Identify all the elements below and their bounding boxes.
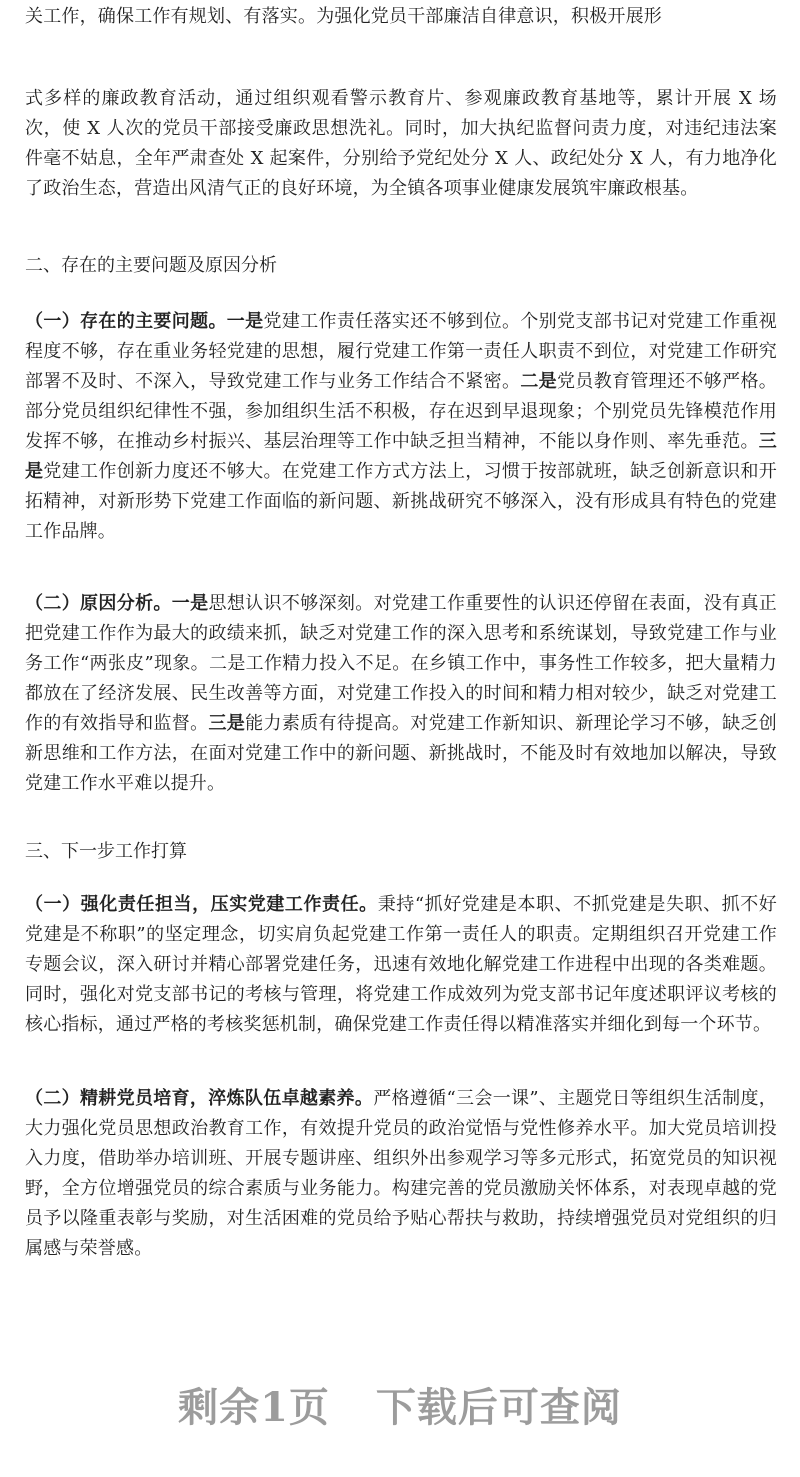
paragraph-text: 能力素质有待提高。对党建工作新知识、新理论学习不够，缺乏创新思维和工作方法，在面对党建工作中的新问题、新挑战时，不能及时有效地加以解决，导致党建工作水平难以提升。	[25, 713, 778, 794]
paragraph-responsibility	[25, 890, 777, 1040]
paragraph-main-problems	[25, 307, 777, 547]
section-heading-next-steps: 三、下一步工作打算	[25, 841, 187, 862]
subheading-responsibility: （一）强化责任担当，压实党建工作责任。	[25, 894, 378, 915]
remaining-pages-label: 剩余1页	[178, 1384, 330, 1431]
paragraph-member-training	[25, 1084, 777, 1264]
keyword-first: 一是	[226, 311, 264, 332]
paragraph-text: 党员教育管理还不够严格。部分党员组织纪律性不强，参加组织生活不积极，存在迟到早退现象；个别党员先锋模范作用发挥不够，在推动乡村振兴、基层治理等工作中缺乏担当精神，不能以身作则、率先垂范。	[25, 371, 778, 452]
keyword-first: 一是	[171, 593, 209, 614]
subheading-member-training: （二）精耕党员培育，淬炼队伍卓越素养。	[25, 1088, 374, 1109]
paragraph-text: 秉持“抓好党建是本职、不抓党建是失职、抓不好党建是不称职”的坚定理念，切实肩负起党建工作第一责任人的职责。定期组织召开党建工作专题会议，深入研讨并精心部署党建任务，迅速有效地化解党建工作进程中出现的各类难题。同时，强化对党支部书记的考核与管理，将党建工作成效列为党支部书记年度述职评议考核的核心指标，通过严格的考核奖惩机制，确保党建工作责任得以精准落实并细化到每一个环节。	[25, 894, 777, 1035]
download-prompt[interactable]	[0, 1376, 800, 1433]
paragraph-cause-analysis	[25, 589, 777, 799]
keyword-third: 三是	[208, 713, 246, 734]
paragraph-intro-continued	[25, 2, 777, 32]
keyword-second: 二是	[520, 371, 558, 392]
keyword-third: 三是	[25, 431, 777, 482]
paragraph-text: 严格遵循“三会一课”、主题党日等组织生活制度，大力强化党员思想政治教育工作，有效提升党员的政治觉悟与党性修养水平。加大党员培训投入力度，借助举办培训班、开展专题讲座、组织外出参观学习等多元形式，拓宽党员的知识视野，全方位增强党员的综合素质与业务能力。构建完善的党员激励关怀体系，对表现卓越的党员予以隆重表彰与奖励，对生活困难的党员给予贴心帮扶与救助，持续增强党员对党组织的归属感与荣誉感。	[25, 1088, 777, 1259]
paragraph-text: 党建工作责任落实还不够到位。个别党支部书记对党建工作重视程度不够，存在重业务轻党建的思想，履行党建工作第一责任人职责不到位，对党建工作研究部署不及时、不深入，导致党建工作与业务工作结合不紧密。	[25, 311, 777, 392]
paragraph-text: 党建工作创新力度还不够大。在党建工作方式方法上，习惯于按部就班，缺乏创新意识和开拓精神，对新形势下党建工作面临的新问题、新挑战研究不够深入，没有形成具有特色的党建工作品牌。	[25, 461, 778, 542]
paragraph-discipline	[25, 84, 777, 204]
download-to-view-label[interactable]: 下载后可查阅	[375, 1384, 622, 1431]
paragraph-text: 关工作，确保工作有规划、有落实。为强化党员干部廉洁自律意识，积极开展形	[25, 6, 662, 27]
subheading-cause-analysis: （二）原因分析。	[25, 593, 172, 614]
section-heading-problems: 二、存在的主要问题及原因分析	[25, 255, 277, 276]
subheading-main-problems: （一）存在的主要问题。	[25, 311, 227, 332]
paragraph-text: 思想认识不够深刻。对党建工作重要性的认识还停留在表面，没有真正把党建工作作为最大的政绩来抓，缺乏对党建工作的深入思考和系统谋划，导致党建工作与业务工作“两张皮”现象。二是工作精力投入不足。在乡镇工作中，事务性工作较多，把大量精力都放在了经济发展、民生改善等方面，对党建工作投入的时间和精力相对较少，缺乏对党建工作的有效指导和监督。	[25, 593, 778, 734]
paragraph-text: 式多样的廉政教育活动，通过组织观看警示教育片、参观廉政教育基地等，累计开展 X 场次，使 X 人次的党员干部接受廉政思想洗礼。同时，加大执纪监督问责力度，对违纪违法案件毫不姑息，全年严肃查处 X 起案件，分别给予党纪处分 X 人、政纪处分 X 人，有力地净化了政治生态，营造出风清气正的良好环境，为全镇各项事业健康发展筑牢廉政根基。	[25, 88, 777, 199]
